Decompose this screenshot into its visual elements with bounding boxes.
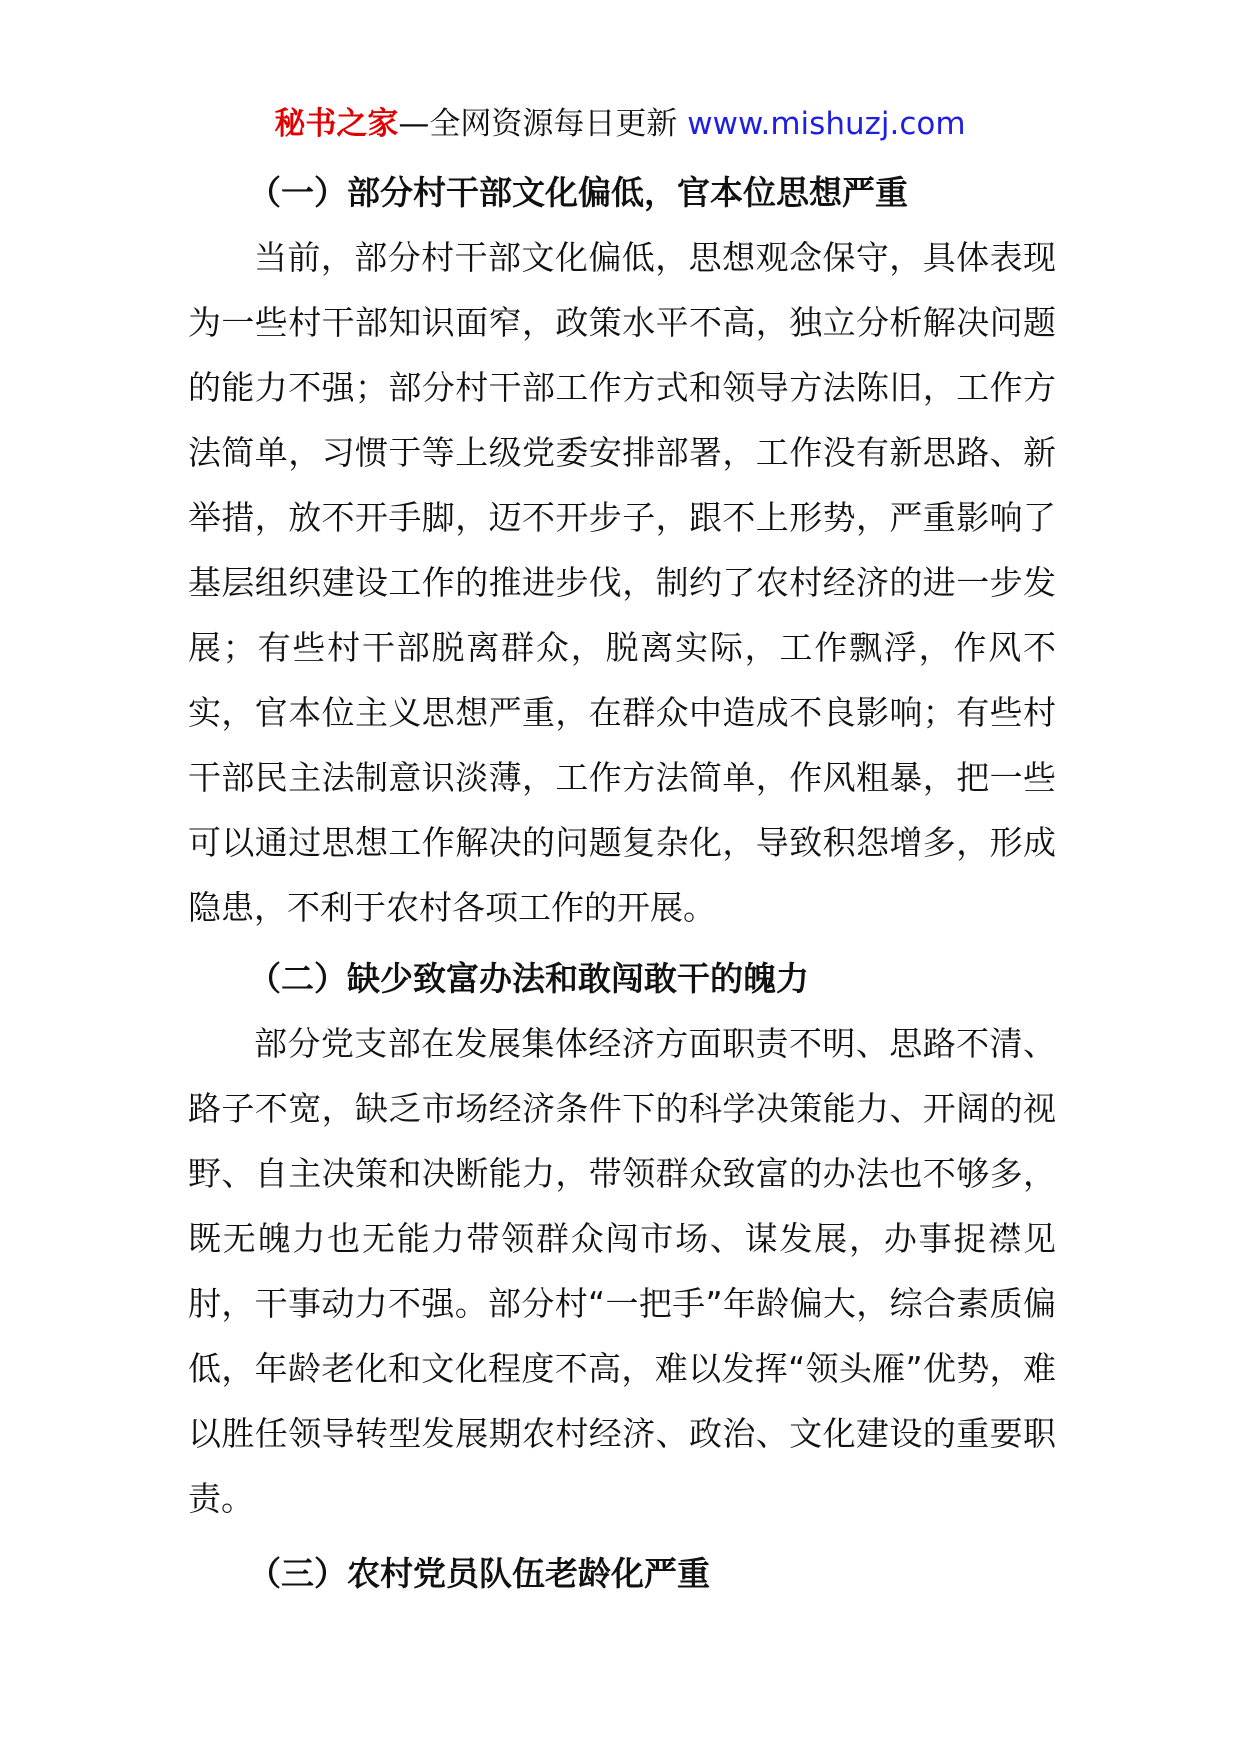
site-tagline: —全网资源每日更新 — [398, 106, 688, 142]
section-paragraph-1: 当前，部分村干部文化偏低，思想观念保守，具体表现为一些村干部知识面窄，政策水平不高，独立分析解决问题的能力不强；部分村干部工作方式和领导方法陈旧，工作方法简单，习惯于等上级党委安排部署，工作没有新思路、新举措，放不开手脚，迈不开步子，跟不上形势，严重影响了基层组织建设工作的推进步伐，制约了农村经济的进一步发展；有些村干部脱离群众，脱离实际，工作飘浮，作风不实，官本位主义思想严重，在群众中造成不良影响；有些村干部民主法制意识淡薄，工作方法简单，作风粗暴，把一些可以通过思想工作解决的问题复杂化，导致积怨增多，形成隐患，不利于农村各项工作的开展。 — [188, 238, 1056, 927]
section-heading-3: （三）农村党员队伍老龄化严重 — [248, 1554, 710, 1593]
site-brand: 秘书之家 — [274, 106, 399, 142]
section-paragraph-2: 部分党支部在发展集体经济方面职责不明、思路不清、路子不宽，缺乏市场经济条件下的科学决策能力、开阔的视野、自主决策和决断能力，带领群众致富的办法也不够多，既无魄力也无能力带领群众闯市场、谋发展，办事捉襟见肘，干事动力不强。部分村“一把手”年龄偏大，综合素质偏低，年龄老化和文化程度不高，难以发挥“领头雁”优势，难以胜任领导转型发展期农村经济、政治、文化建设的重要职责。 — [188, 1024, 1056, 1518]
document-body — [188, 160, 1056, 1606]
page-header — [0, 100, 1240, 148]
section-heading-1: （一）部分村干部文化偏低，官本位思想严重 — [248, 173, 908, 212]
section-heading-2: （二）缺少致富办法和敢闯敢干的魄力 — [248, 959, 809, 998]
site-url-link[interactable]: www.mishuzj.com — [687, 106, 966, 142]
